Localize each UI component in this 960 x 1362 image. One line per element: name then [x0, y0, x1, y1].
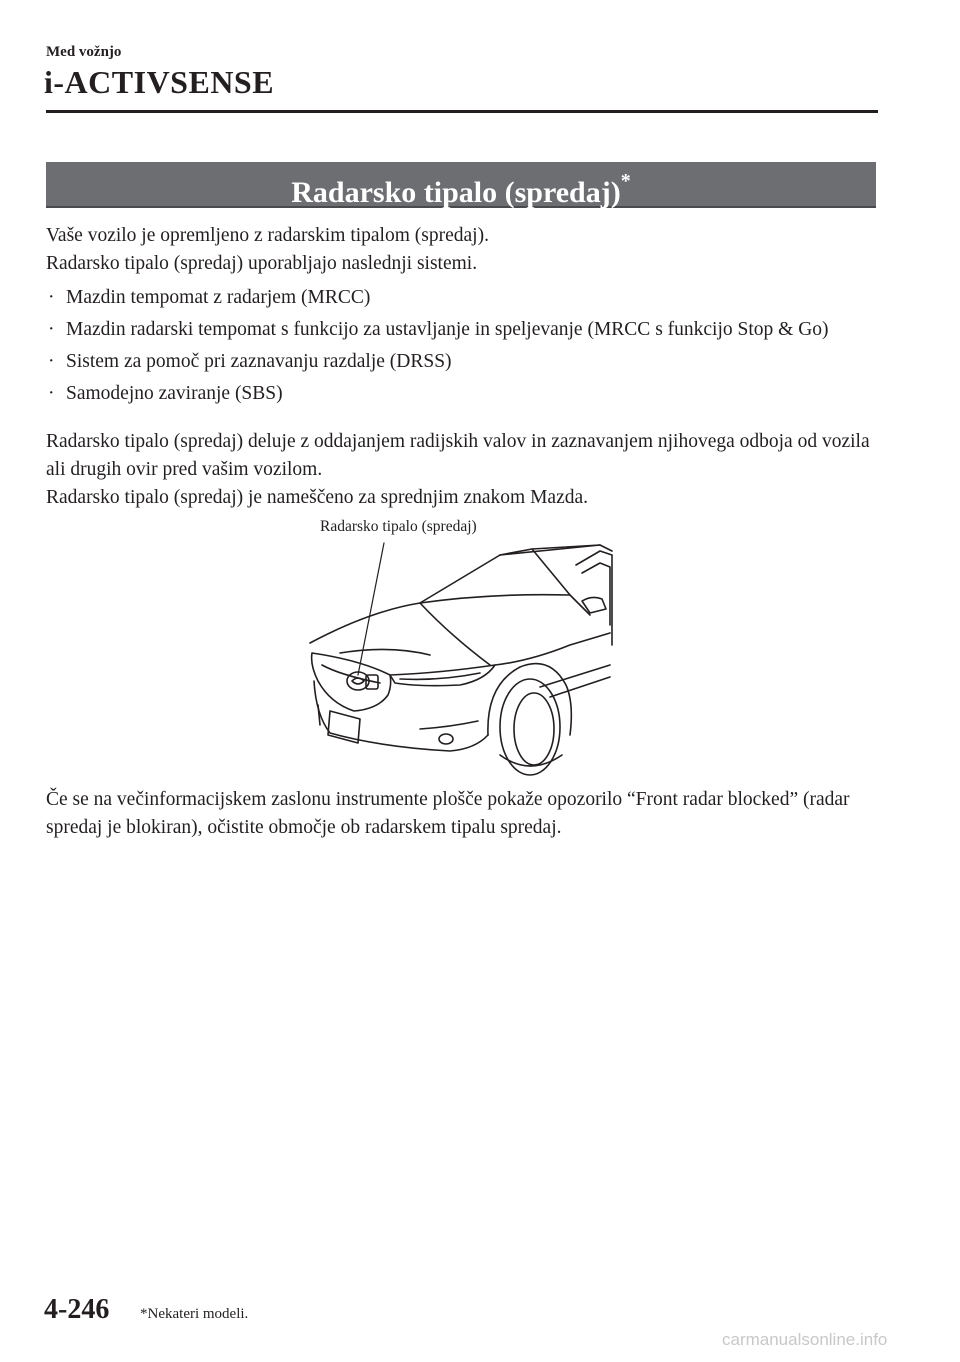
- header-rule: [46, 110, 878, 113]
- description-paragraph-2: Radarsko tipalo (spredaj) je nameščeno za sprednjim znakom Mazda.: [46, 487, 589, 508]
- intro-line-1: Vaše vozilo je opremljeno z radarskim tipalom (spredaj).: [46, 225, 489, 246]
- warning-paragraph: Če se na večinformacijskem zaslonu instrumente plošče pokaže opozorilo “Front radar blocked” (radar spredaj je blokiran), očistite območje ob radarskem tipalu spredaj.: [46, 789, 850, 838]
- intro-line-2: Radarsko tipalo (spredaj) uporabljajo naslednji sistemi.: [46, 253, 478, 274]
- footnote-marker: *: [620, 170, 631, 192]
- description-paragraph-1: Radarsko tipalo (spredaj) deluje z oddajanjem radijskih valov in zaznavanjem njihovega odboja od vozila ali drugih ovir pred vašim vozilom.: [46, 431, 870, 480]
- bullet-glyph: ·: [48, 383, 55, 404]
- list-item-text: Sistem za pomoč pri zaznavanju razdalje (DRSS): [66, 351, 452, 372]
- topic-banner: [46, 162, 876, 208]
- list-item-text: Samodejno zaviranje (SBS): [66, 383, 283, 404]
- list-item: [48, 284, 848, 312]
- banner-title: Radarsko tipalo (spredaj): [291, 176, 621, 209]
- list-item: [48, 348, 848, 376]
- list-item: [48, 316, 848, 344]
- section-title: i-ACTIVSENSE: [44, 64, 275, 100]
- footnote: *Nekateri modeli.: [140, 1306, 249, 1322]
- page-number: 4-246: [44, 1294, 110, 1325]
- list-item-text: Mazdin radarski tempomat s funkcijo za ustavljanje in speljevanje (MRCC s funkcijo Stop & Go): [66, 319, 829, 340]
- car-front-illustration: [300, 515, 620, 780]
- list-item-text: Mazdin tempomat z radarjem (MRCC): [66, 287, 371, 308]
- list-item: [48, 380, 848, 408]
- bullet-glyph: ·: [48, 351, 55, 372]
- system-list: [48, 284, 848, 412]
- figure-caption: Radarsko tipalo (spredaj): [320, 518, 477, 535]
- watermark: carmanualsonline.info: [722, 1330, 888, 1349]
- chapter-title: Med vožnjo: [46, 44, 122, 60]
- bullet-glyph: ·: [48, 319, 55, 340]
- bullet-glyph: ·: [48, 287, 55, 308]
